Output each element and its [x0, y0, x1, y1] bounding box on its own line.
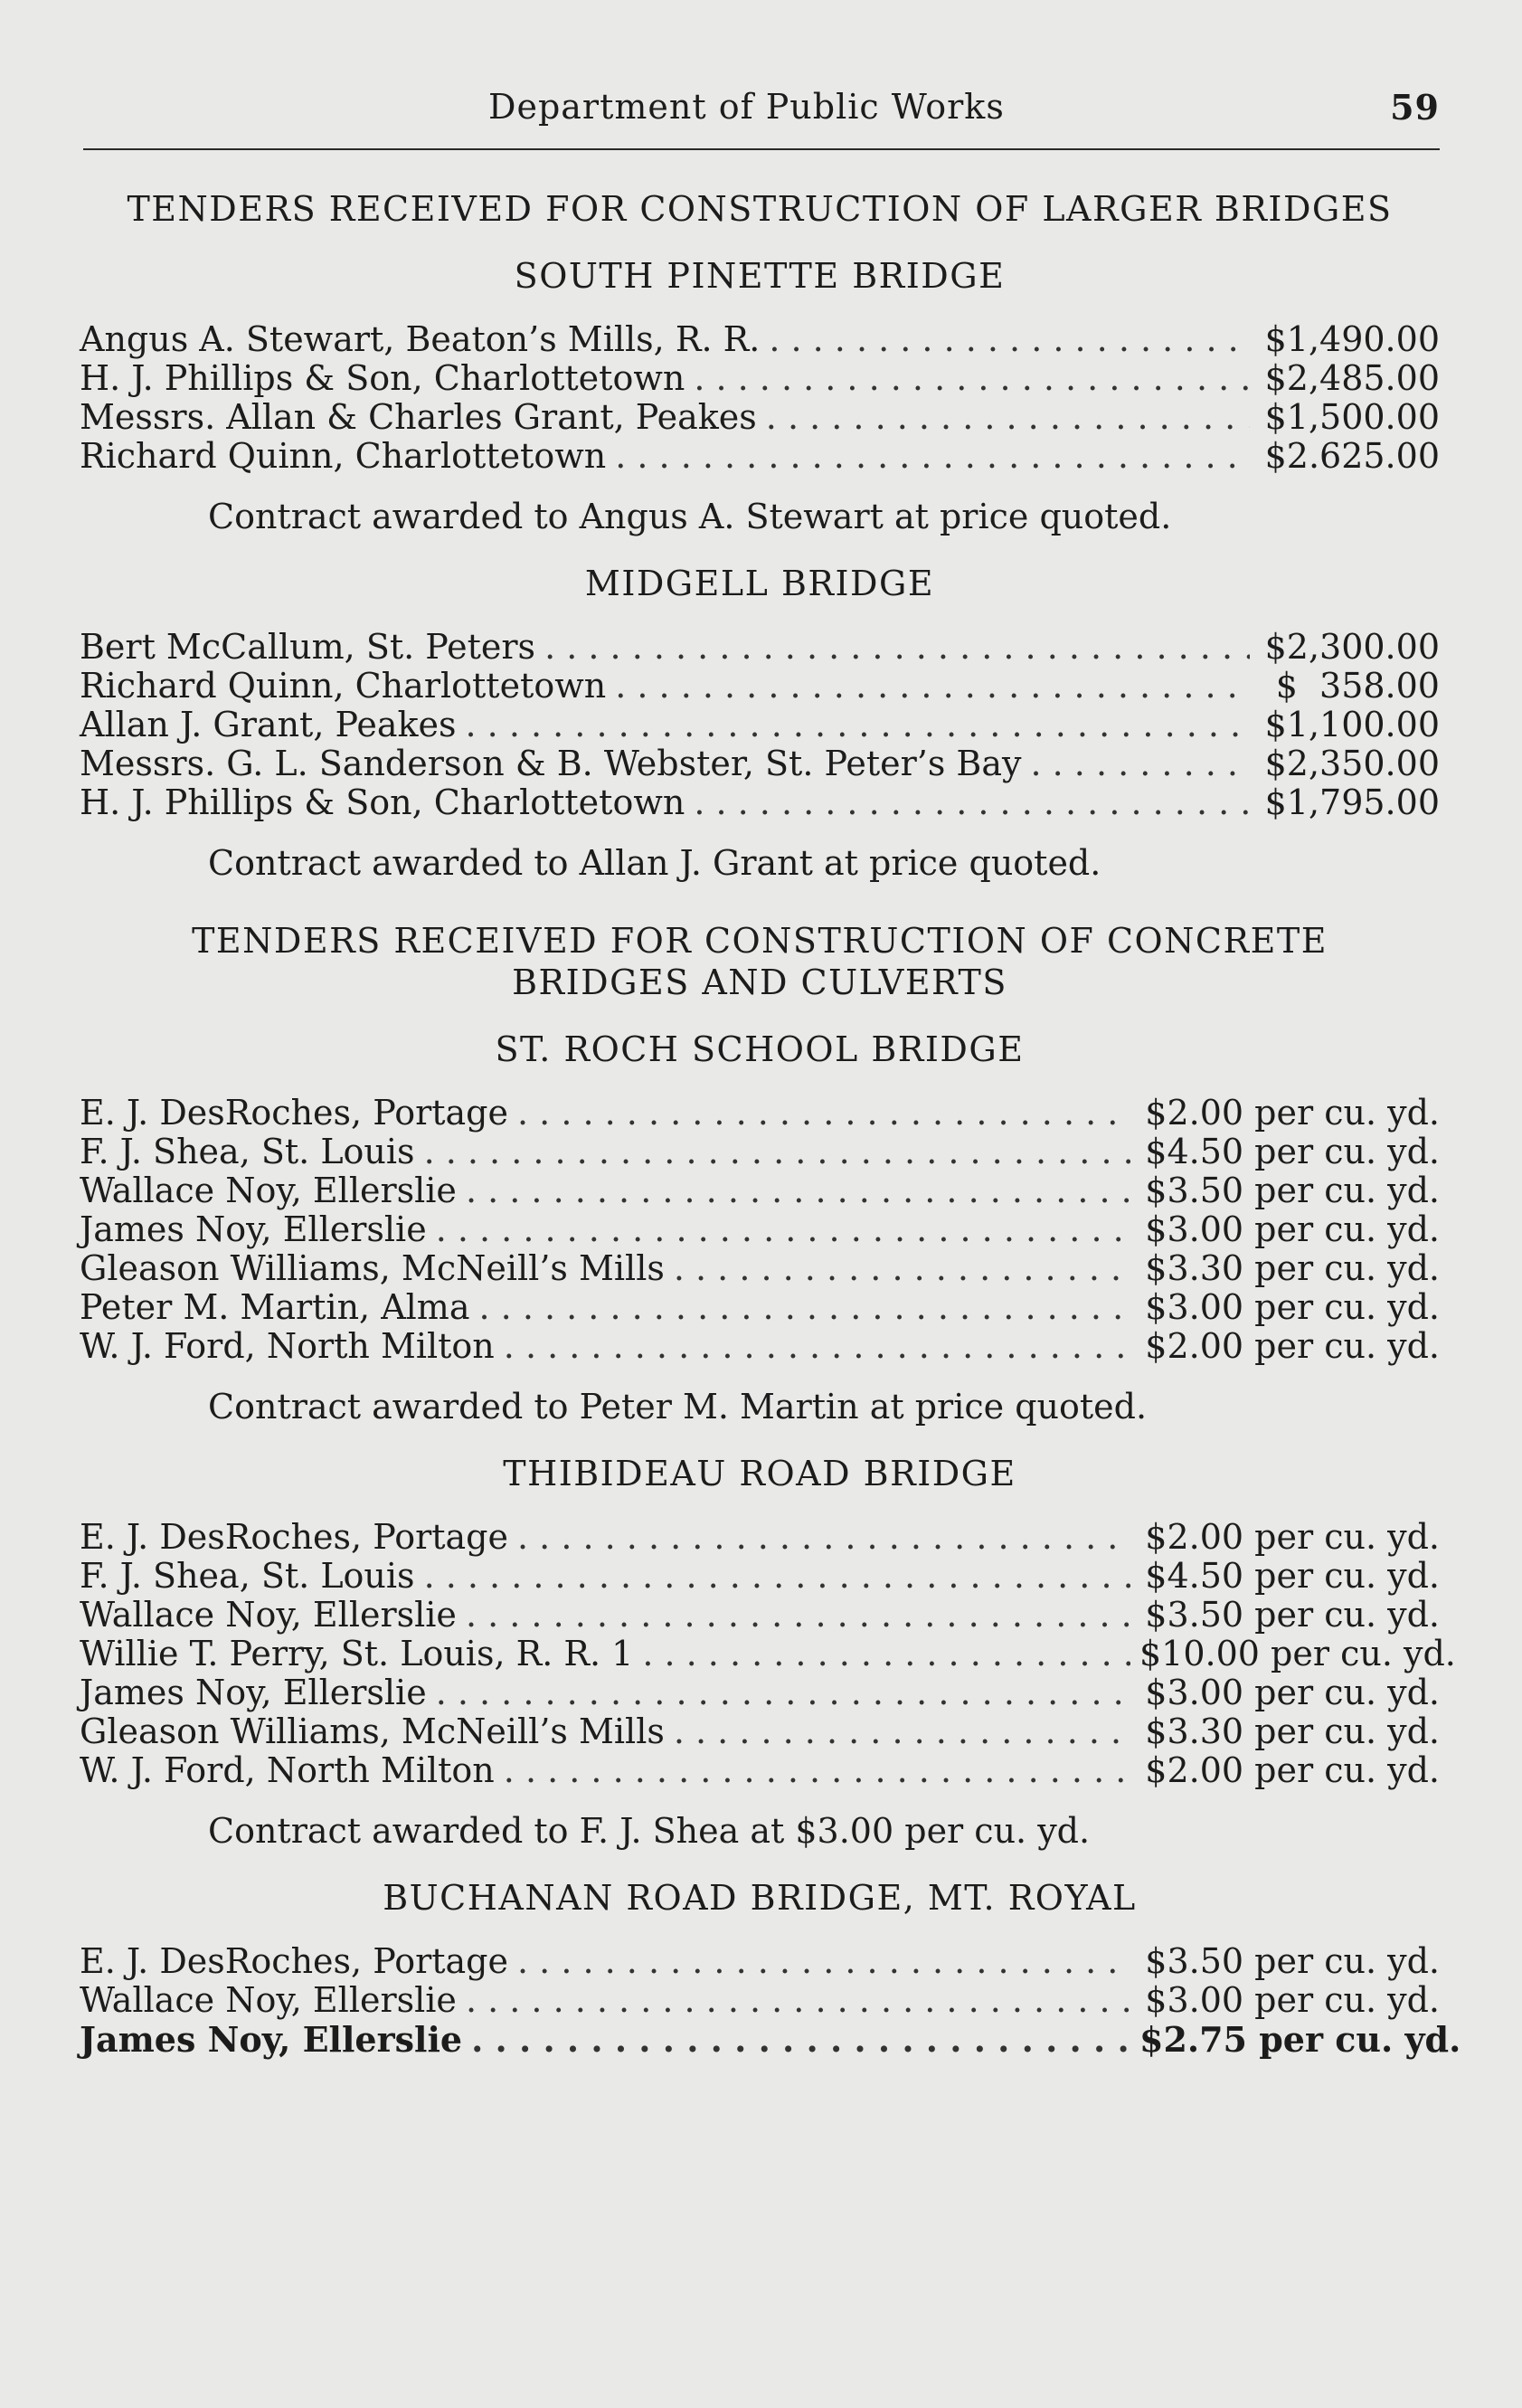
tenderer-name: Wallace Noy, Ellerslie	[80, 1171, 457, 1210]
tenderer-name: F. J. Shea, St. Louis	[80, 1132, 415, 1171]
bridge-heading-south-pinette: SOUTH PINETTE BRIDGE	[514, 256, 1006, 296]
dot-leader	[424, 1557, 1130, 1596]
tenderer-name: Angus A. Stewart, Beaton’s Mills, R. R.	[80, 319, 761, 359]
tender-price: $3.00 per cu. yd.	[1145, 1209, 1440, 1249]
tender-price: $3.00 per cu. yd.	[1145, 1980, 1440, 2020]
tender-row	[80, 398, 1440, 437]
tender-price: $2.00 per cu. yd.	[1145, 1093, 1440, 1133]
tender-row	[80, 1094, 1440, 1133]
tender-price: $4.50 per cu. yd.	[1145, 1132, 1440, 1171]
tender-row	[80, 706, 1440, 744]
tenderer-name: James Noy, Ellerslie	[80, 1673, 427, 1712]
tenderer-name: Richard Quinn, Charlottetown	[80, 666, 607, 706]
tender-list-buchanan-road	[80, 1941, 1461, 2060]
tender-price: $3.00 per cu. yd.	[1145, 1287, 1440, 1327]
tender-price: $3.50 per cu. yd.	[1145, 1595, 1440, 1635]
dot-leader	[504, 1751, 1130, 1790]
tender-row	[80, 2019, 1461, 2060]
dot-leader	[436, 1210, 1130, 1249]
tender-list-midgell	[80, 628, 1440, 822]
tender-price: $2,300.00	[1264, 627, 1440, 667]
dot-leader	[674, 1249, 1130, 1288]
tender-price: $2,350.00	[1264, 744, 1440, 783]
tender-row	[80, 1981, 1440, 2020]
tender-row	[80, 1171, 1440, 1210]
page-content	[80, 188, 1461, 2060]
dot-leader	[642, 1635, 1130, 1673]
tenderer-name: W. J. Ford, North Milton	[80, 1326, 495, 1366]
tender-row	[80, 359, 1440, 398]
tender-row	[80, 1596, 1440, 1635]
dot-leader	[1030, 744, 1250, 783]
tenderer-name: E. J. DesRoches, Portage	[80, 1517, 508, 1557]
tenderer-name: Allan J. Grant, Peakes	[80, 705, 457, 744]
section-heading-concrete-line2: BRIDGES AND CULVERTS	[512, 962, 1007, 1002]
tenderer-name: Messrs. G. L. Sanderson & B. Webster, St. Peter’s Bay	[80, 744, 1022, 783]
tender-price: $2.75 per cu. yd.	[1139, 2019, 1461, 2060]
tender-row	[80, 1249, 1440, 1288]
tenderer-name: W. J. Ford, North Milton	[80, 1750, 495, 1790]
dot-leader	[517, 1094, 1130, 1133]
tender-row	[80, 437, 1440, 476]
page-number: 59	[1390, 87, 1440, 128]
dot-leader	[466, 1981, 1130, 2020]
tender-row	[80, 1712, 1440, 1751]
section-heading-larger-bridges: TENDERS RECEIVED FOR CONSTRUCTION OF LARGER BRIDGES	[127, 189, 1393, 229]
tender-price: $2.625.00	[1264, 436, 1440, 476]
tender-row	[80, 1751, 1440, 1790]
dot-leader	[504, 1327, 1130, 1366]
tenderer-name: James Noy, Ellerslie	[80, 1209, 427, 1249]
tender-row	[80, 1133, 1440, 1171]
tenderer-name: Gleason Williams, McNeill’s Mills	[80, 1711, 665, 1751]
tender-price: $2.00 per cu. yd.	[1145, 1750, 1440, 1790]
tender-price: $1,795.00	[1264, 782, 1440, 822]
tenderer-name: Peter M. Martin, Alma	[80, 1287, 470, 1327]
tender-row	[80, 1557, 1440, 1596]
tender-price: $ 358.00	[1275, 666, 1440, 706]
tender-price: $1,490.00	[1264, 319, 1440, 359]
dot-leader	[466, 1171, 1130, 1210]
tender-price: $3.50 per cu. yd.	[1145, 1941, 1440, 1981]
tenderer-name: Willie T. Perry, St. Louis, R. R. 1	[80, 1634, 634, 1673]
tender-row	[80, 1327, 1440, 1366]
tenderer-name: James Noy, Ellerslie	[80, 2019, 463, 2060]
tenderer-name: E. J. DesRoches, Portage	[80, 1941, 508, 1981]
tender-row	[80, 1518, 1440, 1557]
dot-leader	[615, 667, 1250, 706]
dot-leader	[766, 398, 1250, 437]
tenderer-name: Messrs. Allan & Charles Grant, Peakes	[80, 397, 757, 437]
tender-row	[80, 1210, 1440, 1249]
tender-price: $3.30 per cu. yd.	[1145, 1248, 1440, 1288]
tender-row	[80, 1673, 1440, 1712]
tenderer-name: Wallace Noy, Ellerslie	[80, 1595, 457, 1635]
tender-price: $3.50 per cu. yd.	[1145, 1171, 1440, 1210]
tender-row	[80, 744, 1440, 783]
tender-price: $2,485.00	[1264, 358, 1440, 398]
tender-price: $2.00 per cu. yd.	[1145, 1326, 1440, 1366]
award-statement: Contract awarded to F. J. Shea at $3.00 per cu. yd.	[208, 1811, 1091, 1851]
tender-row	[80, 1942, 1440, 1981]
tender-list-st-roch-school	[80, 1094, 1440, 1366]
tenderer-name: Gleason Williams, McNeill’s Mills	[80, 1248, 665, 1288]
dot-leader	[769, 320, 1250, 359]
tenderer-name: F. J. Shea, St. Louis	[80, 1556, 415, 1596]
dot-leader	[471, 2020, 1130, 2059]
award-statement: Contract awarded to Angus A. Stewart at price quoted.	[208, 497, 1172, 536]
tender-list-thibideau-road	[80, 1517, 1456, 1790]
tender-row	[80, 783, 1440, 822]
tender-row	[80, 667, 1440, 706]
bridge-heading-buchanan-road: BUCHANAN ROAD BRIDGE, MT. ROYAL	[383, 1878, 1137, 1918]
bridge-heading-st-roch-school: ST. ROCH SCHOOL BRIDGE	[495, 1029, 1025, 1069]
dot-leader	[694, 359, 1250, 398]
dot-leader	[479, 1288, 1131, 1327]
award-statement: Contract awarded to Peter M. Martin at price quoted.	[208, 1387, 1148, 1427]
tender-row	[80, 1288, 1440, 1327]
tenderer-name: Richard Quinn, Charlottetown	[80, 436, 607, 476]
bridge-heading-thibideau-road: THIBIDEAU ROAD BRIDGE	[503, 1454, 1016, 1493]
dot-leader	[615, 437, 1250, 476]
tender-price: $1,100.00	[1264, 705, 1440, 744]
tender-row	[80, 628, 1440, 667]
tenderer-name: Bert McCallum, St. Peters	[80, 627, 536, 667]
tender-price: $3.30 per cu. yd.	[1145, 1711, 1440, 1751]
tender-price: $10.00 per cu. yd.	[1139, 1634, 1456, 1673]
tender-price: $2.00 per cu. yd.	[1145, 1517, 1440, 1557]
dot-leader	[517, 1518, 1130, 1557]
dot-leader	[694, 783, 1250, 822]
dot-leader	[674, 1712, 1130, 1751]
dot-leader	[544, 628, 1250, 667]
tender-list-south-pinette	[80, 320, 1440, 476]
tender-price: $3.00 per cu. yd.	[1145, 1673, 1440, 1712]
tender-row	[80, 1634, 1456, 1673]
dot-leader	[424, 1133, 1130, 1171]
tenderer-name: H. J. Phillips & Son, Charlottetown	[80, 782, 685, 822]
award-statement: Contract awarded to Allan J. Grant at price quoted.	[208, 843, 1101, 883]
bridge-heading-midgell: MIDGELL BRIDGE	[584, 564, 935, 603]
tender-price: $4.50 per cu. yd.	[1145, 1556, 1440, 1596]
header-rule	[83, 148, 1440, 150]
dot-leader	[436, 1673, 1130, 1712]
tenderer-name: E. J. DesRoches, Portage	[80, 1093, 508, 1133]
section-heading-concrete-line1: TENDERS RECEIVED FOR CONSTRUCTION OF CONCRETE	[192, 921, 1328, 961]
dot-leader	[517, 1942, 1130, 1981]
running-head	[83, 87, 1440, 130]
tender-price: $1,500.00	[1264, 397, 1440, 437]
tender-row	[80, 320, 1440, 359]
tenderer-name: H. J. Phillips & Son, Charlottetown	[80, 358, 685, 398]
dot-leader	[466, 1596, 1130, 1635]
running-head-title: Department of Public Works	[488, 87, 1005, 127]
tenderer-name: Wallace Noy, Ellerslie	[80, 1980, 457, 2020]
dot-leader	[466, 706, 1251, 744]
